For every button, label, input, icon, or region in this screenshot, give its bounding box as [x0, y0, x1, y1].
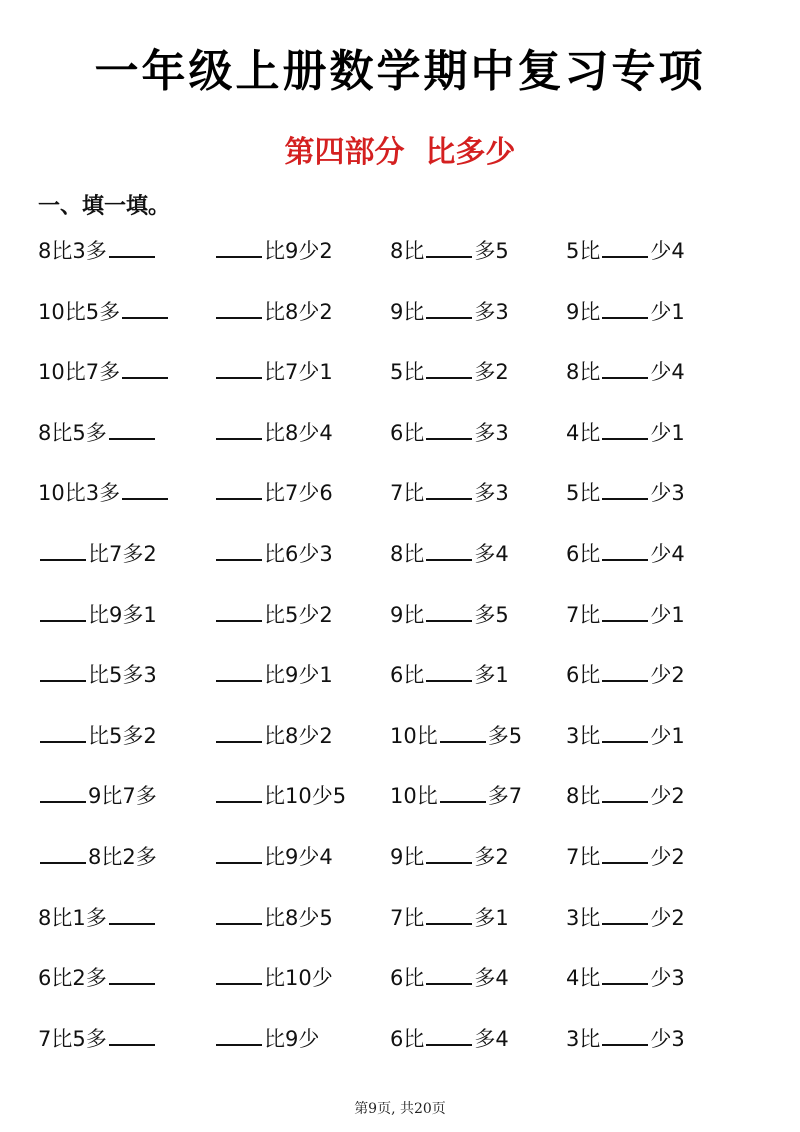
answer-blank[interactable]: [426, 295, 472, 319]
answer-blank[interactable]: [40, 537, 86, 561]
answer-blank[interactable]: [109, 901, 155, 925]
answer-blank[interactable]: [426, 901, 472, 925]
exercise-item: 8比5多: [38, 416, 214, 477]
exercise-item: 7比 多1: [390, 901, 566, 962]
exercise-item: 比9少: [214, 1022, 390, 1083]
exercise-row: [38, 537, 778, 598]
exercise-item: 10比7多: [38, 355, 214, 416]
page-title: 一年级上册数学期中复习专项: [94, 46, 706, 97]
exercise-item: 10比 多7: [390, 779, 566, 840]
exercise-item: 5比 少3: [566, 476, 742, 537]
exercise-item: 6比 多3: [390, 416, 566, 477]
exercise-item: 比10少5: [214, 779, 390, 840]
exercise-item: 6比 多4: [390, 961, 566, 1022]
answer-blank[interactable]: [426, 658, 472, 682]
exercise-item: 比5多2: [38, 719, 214, 780]
answer-blank[interactable]: [109, 1022, 155, 1046]
exercise-item: 3比 少1: [566, 719, 742, 780]
exercise-grid: [38, 234, 778, 1082]
exercise-row: [38, 901, 778, 962]
answer-blank[interactable]: [602, 598, 648, 622]
exercise-item: 8比 多4: [390, 537, 566, 598]
exercise-item: 比5多3: [38, 658, 214, 719]
exercise-item: 比9少4: [214, 840, 390, 901]
exercise-item: 比8少2: [214, 719, 390, 780]
exercise-item: 比7多2: [38, 537, 214, 598]
exercise-item: 7比5多: [38, 1022, 214, 1083]
answer-blank[interactable]: [440, 719, 486, 743]
exercise-item: 8比3多: [38, 234, 214, 295]
answer-blank[interactable]: [216, 416, 262, 440]
exercise-item: 5比 多2: [390, 355, 566, 416]
answer-blank[interactable]: [216, 537, 262, 561]
answer-blank[interactable]: [216, 901, 262, 925]
exercise-item: 10比3多: [38, 476, 214, 537]
exercise-item: 比8少2: [214, 295, 390, 356]
answer-blank[interactable]: [426, 355, 472, 379]
exercise-heading: 一、填一填。: [38, 193, 171, 219]
exercise-item: 9比 多2: [390, 840, 566, 901]
exercise-item: 9比7多: [38, 779, 214, 840]
exercise-item: 7比 少1: [566, 598, 742, 659]
exercise-row: [38, 598, 778, 659]
answer-blank[interactable]: [602, 416, 648, 440]
answer-blank[interactable]: [602, 295, 648, 319]
exercise-row: [38, 234, 778, 295]
answer-blank[interactable]: [122, 295, 168, 319]
exercise-item: 比7少6: [214, 476, 390, 537]
answer-blank[interactable]: [426, 476, 472, 500]
answer-blank[interactable]: [122, 476, 168, 500]
exercise-row: [38, 719, 778, 780]
answer-blank[interactable]: [40, 779, 86, 803]
answer-blank[interactable]: [602, 537, 648, 561]
answer-blank[interactable]: [216, 1022, 262, 1046]
exercise-item: 8比 多5: [390, 234, 566, 295]
exercise-item: 10比 多5: [390, 719, 566, 780]
exercise-item: 比7少1: [214, 355, 390, 416]
exercise-item: 8比 少2: [566, 779, 742, 840]
answer-blank[interactable]: [122, 355, 168, 379]
exercise-row: [38, 416, 778, 477]
section-subtitle: 第四部分 比多少: [284, 135, 516, 170]
answer-blank[interactable]: [216, 961, 262, 985]
exercise-item: 4比 少3: [566, 961, 742, 1022]
answer-blank[interactable]: [216, 355, 262, 379]
answer-blank[interactable]: [426, 234, 472, 258]
answer-blank[interactable]: [216, 719, 262, 743]
answer-blank[interactable]: [426, 961, 472, 985]
answer-blank[interactable]: [440, 779, 486, 803]
answer-blank[interactable]: [602, 234, 648, 258]
exercise-item: 9比 多5: [390, 598, 566, 659]
exercise-item: 比9少2: [214, 234, 390, 295]
exercise-item: 9比 少1: [566, 295, 742, 356]
answer-blank[interactable]: [40, 598, 86, 622]
exercise-item: 6比2多: [38, 961, 214, 1022]
exercise-row: [38, 1022, 778, 1083]
exercise-row: [38, 355, 778, 416]
exercise-row: [38, 961, 778, 1022]
answer-blank[interactable]: [216, 476, 262, 500]
exercise-item: 比10少: [214, 961, 390, 1022]
answer-blank[interactable]: [426, 1022, 472, 1046]
answer-blank[interactable]: [602, 779, 648, 803]
exercise-item: 比6少3: [214, 537, 390, 598]
answer-blank[interactable]: [109, 416, 155, 440]
exercise-item: 比9少1: [214, 658, 390, 719]
exercise-row: [38, 840, 778, 901]
answer-blank[interactable]: [602, 658, 648, 682]
answer-blank[interactable]: [602, 961, 648, 985]
answer-blank[interactable]: [40, 840, 86, 864]
answer-blank[interactable]: [426, 537, 472, 561]
answer-blank[interactable]: [109, 961, 155, 985]
exercise-item: 7比 多3: [390, 476, 566, 537]
exercise-item: 3比 少3: [566, 1022, 742, 1083]
exercise-item: 8比2多: [38, 840, 214, 901]
answer-blank[interactable]: [216, 295, 262, 319]
exercise-item: 比5少2: [214, 598, 390, 659]
exercise-item: 8比1多: [38, 901, 214, 962]
exercise-item: 10比5多: [38, 295, 214, 356]
answer-blank[interactable]: [216, 598, 262, 622]
answer-blank[interactable]: [602, 476, 648, 500]
page-number: 第9页, 共20页: [354, 1101, 446, 1117]
exercise-item: 6比 多4: [390, 1022, 566, 1083]
answer-blank[interactable]: [602, 355, 648, 379]
answer-blank[interactable]: [602, 840, 648, 864]
exercise-item: 比8少5: [214, 901, 390, 962]
exercise-item: 3比 少2: [566, 901, 742, 962]
exercise-item: 8比 少4: [566, 355, 742, 416]
answer-blank[interactable]: [602, 1022, 648, 1046]
exercise-item: 6比 少4: [566, 537, 742, 598]
exercise-item: 比8少4: [214, 416, 390, 477]
answer-blank[interactable]: [602, 901, 648, 925]
exercise-item: 9比 多3: [390, 295, 566, 356]
answer-blank[interactable]: [109, 234, 155, 258]
answer-blank[interactable]: [216, 840, 262, 864]
answer-blank[interactable]: [426, 416, 472, 440]
exercise-item: 7比 少2: [566, 840, 742, 901]
exercise-row: [38, 779, 778, 840]
answer-blank[interactable]: [602, 719, 648, 743]
exercise-row: [38, 658, 778, 719]
answer-blank[interactable]: [426, 598, 472, 622]
exercise-item: 5比 少4: [566, 234, 742, 295]
answer-blank[interactable]: [216, 658, 262, 682]
exercise-row: [38, 295, 778, 356]
exercise-item: 6比 多1: [390, 658, 566, 719]
exercise-item: 比9多1: [38, 598, 214, 659]
answer-blank[interactable]: [216, 779, 262, 803]
answer-blank[interactable]: [40, 719, 86, 743]
exercise-item: 6比 少2: [566, 658, 742, 719]
answer-blank[interactable]: [426, 840, 472, 864]
answer-blank[interactable]: [40, 658, 86, 682]
exercise-item: 4比 少1: [566, 416, 742, 477]
answer-blank[interactable]: [216, 234, 262, 258]
exercise-row: [38, 476, 778, 537]
